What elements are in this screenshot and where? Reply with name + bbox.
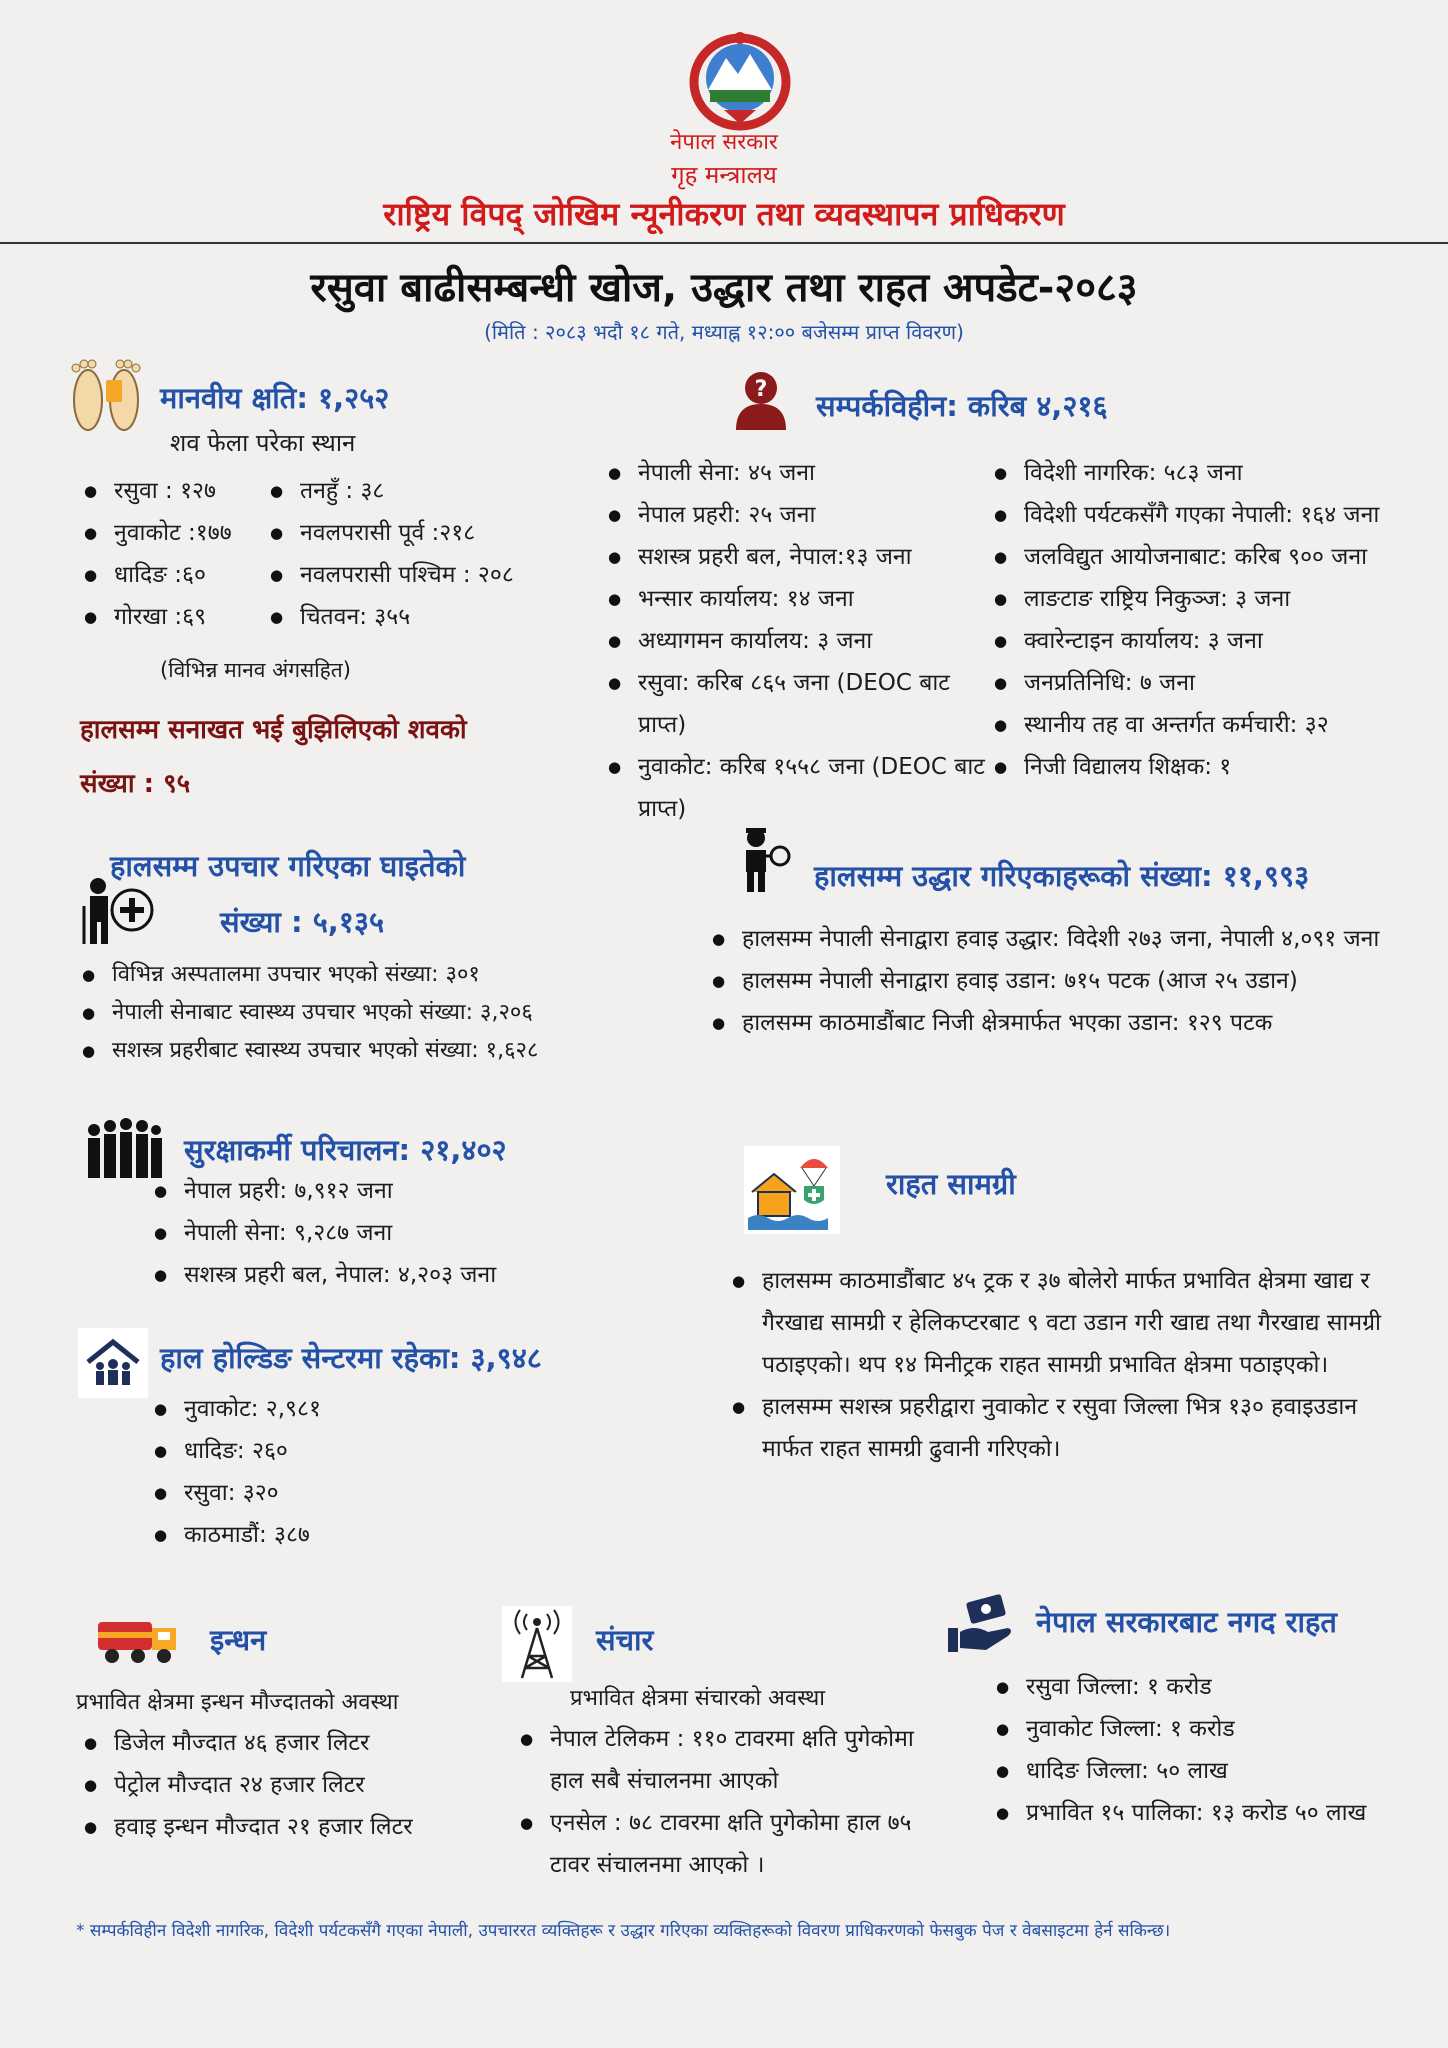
list-item: ● काठमाडौं: ३८७	[150, 1514, 550, 1556]
injured-list	[78, 956, 638, 1070]
list-item: ● विभिन्न अस्पतालमा उपचार भएको संख्या: ३०१	[78, 956, 638, 994]
list-item: ● धादिङ जिल्ला: ५० लाख	[992, 1750, 1412, 1792]
missing-list-1	[604, 452, 994, 830]
page-title: रसुवा बाढीसम्बन्धी खोज, उद्धार तथा राहत अपडेट-२०८३	[310, 265, 1138, 311]
list-item: ● नवलपरासी पूर्व :२१८	[266, 512, 566, 554]
list-item: ● विदेशी नागरिक: ५८३ जना	[990, 452, 1440, 494]
list-item: ● नुवाकोट :१७७	[80, 512, 270, 554]
list-item: ● गोरखा :६९	[80, 596, 270, 638]
list-item: ● स्थानीय तह वा अन्तर्गत कर्मचारी: ३२	[990, 704, 1440, 746]
relief-list	[728, 1260, 1398, 1470]
list-item: ● रसुवा : १२७	[80, 470, 270, 512]
rescued-title: हालसम्म उद्धार गरिएकाहरूको संख्या: ११,९९३	[814, 859, 1310, 893]
injured-title-line2: संख्या : ५,१३५	[220, 905, 385, 939]
human-loss-subtitle: शव फेला परेका स्थान	[170, 429, 356, 457]
fuel-title: इन्धन	[210, 1623, 267, 1657]
list-item: ● हालसम्म काठमाडौंबाट ४५ ट्रक र ३७ बोलेरो मार्फत प्रभावित क्षेत्रमा खाद्य र गैरखाद्य सामग्री र हेलिकप्टरबाट ९ वटा उडान गरी खाद्य तथा गैरखाद्य सामग्री पठाइएको। थप १४ मिनीट्रक राहत सामग्री प्रभावित क्षेत्रमा पठाइएको।	[728, 1260, 1398, 1386]
cash-title: नेपाल सरकारबाट नगद राहत	[1036, 1605, 1337, 1639]
list-item: ● हालसम्म सशस्त्र प्रहरीद्वारा नुवाकोट र रसुवा जिल्ला भित्र १३० हवाइउडान मार्फत राहत सामग्री ढुवानी गरिएको।	[728, 1386, 1398, 1470]
list-item: ● अध्यागमन कार्यालय: ३ जना	[604, 620, 994, 662]
list-item: ● पेट्रोल मौज्दात २४ हजार लिटर	[80, 1764, 520, 1806]
rescuer-icon	[732, 826, 794, 892]
list-item: ● जलविद्युत आयोजनाबाट: करिब ९०० जना	[990, 536, 1440, 578]
list-item: ● रसुवा जिल्ला: १ करोड	[992, 1666, 1412, 1708]
footnote: * सम्पर्कविहीन विदेशी नागरिक, विदेशी पर्यटकसँगै गएका नेपाली, उपचाररत व्यक्तिहरू र उद्धार गरिएका व्यक्तिहरूको विवरण प्राधिकरणको फेसबुक पेज र वेबसाइटमा हेर्न सकिन्छ।	[76, 1921, 1171, 1941]
list-item: ● जनप्रतिनिधि: ७ जना	[990, 662, 1440, 704]
page-subtitle: (मिति : २०८३ भदौ १८ गते, मध्याह्न १२:०० बजेसम्म प्राप्त विवरण)	[484, 320, 964, 344]
list-item: ● निजी विद्यालय शिक्षक: १	[990, 746, 1440, 788]
relief-title: राहत सामग्री	[886, 1167, 1016, 1201]
list-item: ● हालसम्म नेपाली सेनाद्वारा हवाइ उडान: ७१५ पटक (आज २५ उडान)	[708, 960, 1408, 1002]
fuel-list	[80, 1722, 520, 1848]
list-item: ● विदेशी पर्यटकसँगै गएका नेपाली: १६४ जना	[990, 494, 1440, 536]
list-item: ● नेपाल प्रहरी: ७,९१२ जना	[150, 1170, 600, 1212]
header-divider	[0, 242, 1448, 244]
human-loss-title: मानवीय क्षति: १,२५२	[160, 381, 390, 415]
list-item: ● रसुवा: करिब ८६५ जना (DEOC बाट प्राप्त)	[604, 662, 994, 746]
list-item: ● सशस्त्र प्रहरी बल, नेपाल: ४,२०३ जना	[150, 1254, 600, 1296]
list-item: ● डिजेल मौज्दात ४६ हजार लिटर	[80, 1722, 520, 1764]
list-item: ● एनसेल : ७८ टावरमा क्षति पुगेकोमा हाल ७५ टावर संचालनमा आएको ।	[516, 1802, 946, 1886]
list-item: ● नेपाल टेलिकम : ११० टावरमा क्षति पुगेकोमा हाल सबै संचालनमा आएको	[516, 1718, 946, 1802]
list-item: ● नवलपरासी पश्चिम : २०८	[266, 554, 566, 596]
security-personnel-icon	[84, 1116, 162, 1178]
list-item: ● सशस्त्र प्रहरी बल, नेपाल:१३ जना	[604, 536, 994, 578]
cash-list	[992, 1666, 1412, 1834]
list-item: ● सशस्त्र प्रहरीबाट स्वास्थ्य उपचार भएको संख्या: १,६२८	[78, 1032, 638, 1070]
list-item: ● नेपाली सेना: ४५ जना	[604, 452, 994, 494]
security-title: सुरक्षाकर्मी परिचालन: २१,४०२	[184, 1133, 507, 1167]
list-item: ● चितवन: ३५५	[266, 596, 566, 638]
comm-title: संचार	[596, 1623, 654, 1657]
shelter-icon	[78, 1328, 148, 1398]
org-home-ministry: गृह मन्त्रालय	[671, 161, 777, 189]
list-item: ● नुवाकोट: करिब १५५८ जना (DEOC बाट प्राप्त)	[604, 746, 994, 830]
footprint-icon	[64, 356, 148, 436]
tower-icon	[502, 1606, 572, 1682]
holding-title: हाल होल्डिङ सेन्टरमा रहेका: ३,९४८	[160, 1341, 542, 1375]
identified-bodies-line1: हालसम्म सनाखत भई बुझिलिएको शवको	[80, 715, 467, 745]
holding-list	[150, 1388, 550, 1556]
list-item: ● धादिङ :६०	[80, 554, 270, 596]
fuel-tanker-icon	[94, 1612, 180, 1666]
human-loss-note: (विभिन्न मानव अंगसहित)	[160, 658, 351, 682]
emblem-icon	[684, 28, 796, 132]
list-item: ● नेपाल प्रहरी: २५ जना	[604, 494, 994, 536]
injured-person-icon	[80, 876, 156, 946]
list-item: ● धादिङ: २६०	[150, 1430, 550, 1472]
org-authority: राष्ट्रिय विपद् जोखिम न्यूनीकरण तथा व्यवस्थापन प्राधिकरण	[383, 195, 1065, 233]
cash-hand-icon	[944, 1594, 1016, 1656]
human-loss-list-2	[266, 470, 566, 638]
list-item: ● नुवाकोट जिल्ला: १ करोड	[992, 1708, 1412, 1750]
list-item: ● नेपाली सेना: ९,२८७ जना	[150, 1212, 600, 1254]
list-item: ● रसुवा: ३२०	[150, 1472, 550, 1514]
missing-title: सम्पर्कविहीन: करिब ४,२१६	[816, 389, 1108, 423]
list-item: ● लाङटाङ राष्ट्रिय निकुञ्ज: ३ जना	[990, 578, 1440, 620]
list-item: ● क्वारेन्टाइन कार्यालय: ३ जना	[990, 620, 1440, 662]
security-list	[150, 1170, 600, 1296]
comm-subtitle: प्रभावित क्षेत्रमा संचारको अवस्था	[570, 1686, 825, 1711]
fuel-subtitle: प्रभावित क्षेत्रमा इन्धन मौज्दातको अवस्था	[76, 1690, 399, 1715]
list-item: ● तनहुँ : ३८	[266, 470, 566, 512]
missing-list-2	[990, 452, 1440, 788]
comm-list	[516, 1718, 946, 1886]
relief-supply-icon	[744, 1146, 840, 1234]
list-item: ● नेपाली सेनाबाट स्वास्थ्य उपचार भएको संख्या: ३,२०६	[78, 994, 638, 1032]
list-item: ● भन्सार कार्यालय: १४ जना	[604, 578, 994, 620]
svg-text:?: ?	[754, 377, 768, 402]
list-item: ● हालसम्म काठमाडौंबाट निजी क्षेत्रमार्फत भएका उडान: १२९ पटक	[708, 1002, 1408, 1044]
list-item: ● हालसम्म नेपाली सेनाद्वारा हवाइ उद्धार: विदेशी २७३ जना, नेपाली ४,०९१ जना	[708, 918, 1408, 960]
missing-person-icon	[730, 368, 792, 430]
rescued-list	[708, 918, 1408, 1044]
list-item: ● प्रभावित १५ पालिका: १३ करोड ५० लाख	[992, 1792, 1412, 1834]
identified-bodies-line2: संख्या : ९५	[80, 769, 191, 799]
list-item: ● हवाइ इन्धन मौज्दात २१ हजार लिटर	[80, 1806, 520, 1848]
injured-title-line1: हालसम्म उपचार गरिएका घाइतेको	[110, 849, 466, 883]
org-nepal-government: नेपाल सरकार	[670, 130, 778, 155]
list-item: ● नुवाकोट: २,९८१	[150, 1388, 550, 1430]
human-loss-list-1	[80, 470, 270, 638]
